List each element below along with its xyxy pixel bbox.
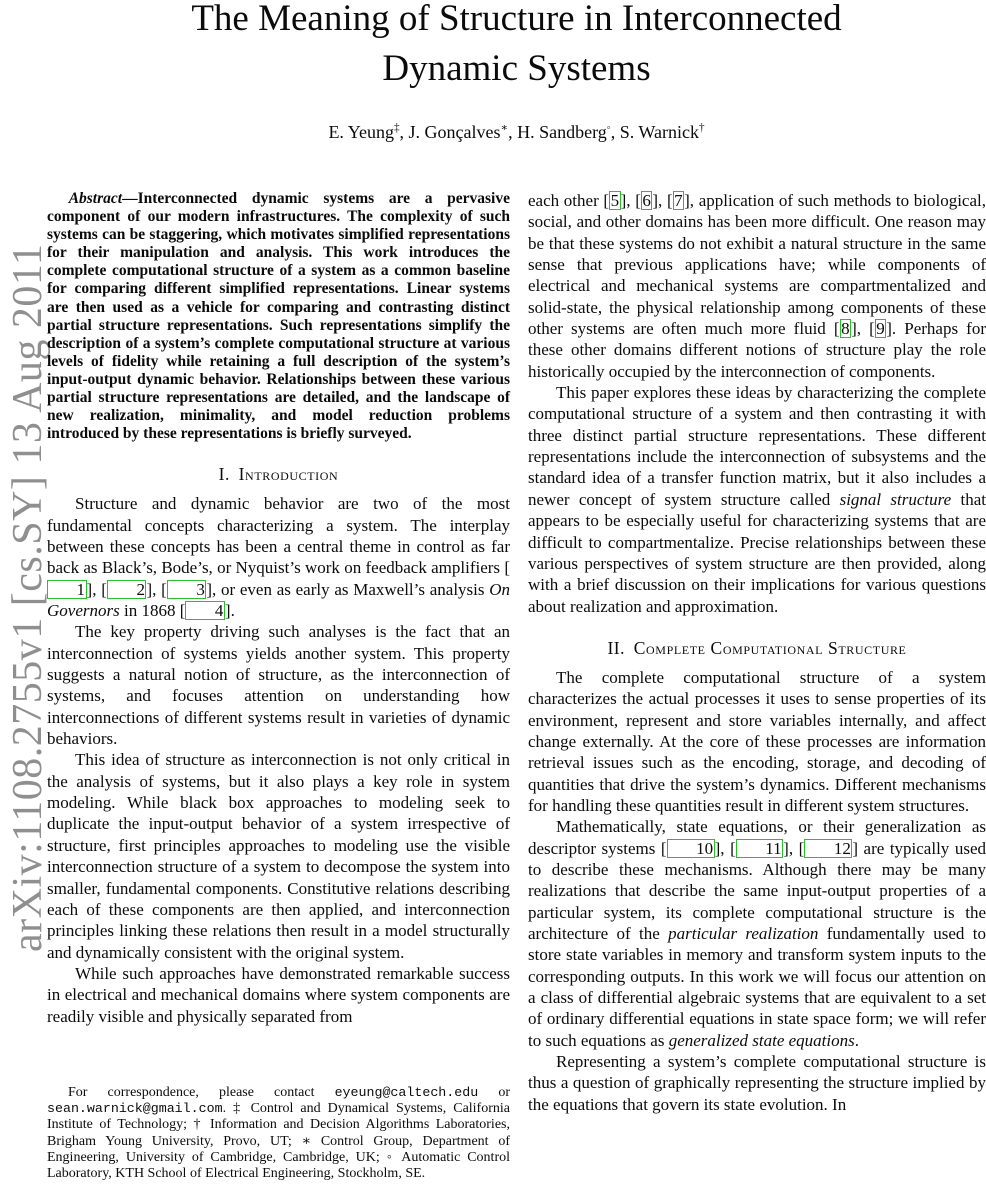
paragraph: each other [5], [6], [7], application of such methods to biological, social, and other domains has been more difficult. One reason may be that these systems do not exhibit a natural structure in the same sense that previous applications have; while components of electrical and mechanical systems are compartmentalized and solid-state, the physical relationship among components of these other systems are often much more fluid [8], [9]. Perhaps for these other domains different notions of structure play the role historically occupied by the interconnection of components. — [528, 191, 986, 381]
citation-link[interactable]: 7 — [674, 191, 683, 210]
section-number: I. — [218, 464, 230, 485]
citation-link[interactable]: 12 — [804, 839, 852, 858]
paragraph: Representing a system’s complete computational structure is thus a question of graphically representing the structure implied by the equations that govern its state evolution. In — [528, 1052, 986, 1114]
citation-link[interactable]: 9 — [876, 319, 885, 339]
section-heading-complete-computational-structure — [528, 638, 986, 658]
citation-link[interactable]: 4 — [185, 601, 225, 620]
section-number: II. — [607, 637, 626, 658]
citation-link[interactable]: 2 — [107, 580, 147, 599]
citation-link[interactable]: 10 — [667, 839, 715, 858]
paragraph: The complete computational structure of a system characterizes the actual processes it uses to sense properties of its environment, represent and store variables internally, and affect change externally. At the core of these processes are information retrieval issues such as the encoding, storage, and decoding of quantities that drive the system’s dynamics. Different mechanisms for handling these quantities result in different system structures. — [528, 667, 986, 815]
abstract-paragraph: Abstract—Interconnected dynamic systems are a pervasive component of our modern infrastructures. The complexity of such systems can be staggering, which motivates simplified representations for their manipulation and analysis. This work introduces the complete computational structure of a system as a common baseline for comparing different simplified representations. Linear systems are then used as a vehicle for comparing and contrasting distinct partial structure representations. Such representations simplify the description of a system’s complete computational structure at various levels of fidelity while retaining a full description of the system’s input-output dynamic behavior. Relationships between these various partial structure representations are detailed, and the landscape of new realization, minimality, and model reduction problems introduced by these representations is briefly surveyed. — [47, 190, 510, 443]
two-column-body — [47, 190, 986, 1115]
arxiv-watermark: arXiv:1108.2755v1 [cs.SY] 13 Aug 2011 — [5, 243, 51, 952]
section-heading-introduction — [47, 464, 510, 484]
citation-link[interactable]: 6 — [642, 191, 651, 210]
citation-link[interactable]: 8 — [841, 319, 850, 339]
paper-title-line2: Dynamic Systems — [382, 48, 651, 89]
correspondence-footnote: For correspondence, please contact eyeung@caltech.edu or sean.warnick@gmail.com. ‡ Control and Dynamical Systems, California Institute of Technology; † Information and Decision Algorithms Laboratories, Brigham Young University, Provo, UT; ∗ Control Group, Department of Engineering, University of Cambridge, Cambridge, UK; ◦ Automatic Control Laboratory, KTH School of Electrical Engineering, Stockholm, SE. — [47, 1085, 510, 1182]
paper-title-line1: The Meaning of Structure in Interconnected — [191, 0, 842, 39]
section-label: Introduction — [238, 464, 339, 485]
paragraph: The key property driving such analyses is the fact that an interconnection of systems yields another system. This property suggests a natural notion of structure, as the interconnection of systems, and focuses attention on understanding how interconnections of different systems result in varieties of dynamic behaviors. — [47, 622, 510, 749]
email-text: eyeung@caltech.edu — [334, 1085, 479, 1100]
section-label: Complete Computational Structure — [633, 637, 907, 658]
paragraph: While such approaches have demonstrated remarkable success in electrical and mechanical domains where system components are readily visible and physically separated from — [47, 963, 510, 1026]
citation-link[interactable]: 11 — [736, 839, 783, 858]
paper-title — [47, 0, 986, 94]
paragraph: This idea of structure as interconnection is not only critical in the analysis of systems, but it also plays a key role in system modeling. While black box approaches to modeling seek to duplicate the input-output behavior of a system irrespective of structure, first principles approaches to modeling use the visible interconnection structure of a system to decompose the system into smaller, fundamental components. Constitutive relations describing each of these components are then applied, and interconnection principles linking these relations then result in a model structurally and dynamically consistent with the original system. — [47, 750, 510, 962]
right-column — [528, 190, 986, 1115]
paragraph: Structure and dynamic behavior are two of the most fundamental concepts characterizing a system. The interplay between these concepts has been a central theme in control as far back as Black’s, Bode’s, or Nyquist’s work on feedback amplifiers [1], [ 2], [ 3], or even as early as Maxwell’s analysis On Governors in 1868 [ 4]. — [47, 494, 511, 621]
authors-line: E. Yeung‡, J. Gonçalves∗, H. Sandberg◦, S. Warnick† — [328, 122, 705, 142]
citation-link[interactable]: 1 — [47, 580, 87, 599]
paragraph: This paper explores these ideas by characterizing the complete computational structure of a system and then contrasting it with three distinct partial structure representations. These different representations include the interconnection of subsystems and the standard idea of a transfer function matrix, but it also includes a newer concept of system structure called signal structure that appears to be especially useful for characterizing systems that are difficult to compartmentalize. Precise relationships between these various perspectives of system structure are then provided, along with a brief discussion on their implications for various questions about realization and approximation. — [528, 383, 986, 616]
paper-page — [47, 0, 986, 1182]
paragraph: Mathematically, state equations, or their generalization as descriptor systems [ 10], [ 11], [ 12] are typically used to describe these mechanisms. Although there may be many realizations that describe the same input-output properties of a particular system, its complete computational structure is the architecture of the particular realization fundamentally used to store state variables in memory and transform system inputs to the corresponding outputs. In this work we will focus our attention on a class of differential algebraic systems that are equivalent to a set of ordinary differential equations in state space form; we will refer to such equations as generalized state equations. — [528, 817, 986, 1050]
email-text: sean.warnick@gmail.com — [47, 1101, 223, 1117]
citation-link[interactable]: 5 — [610, 191, 620, 210]
left-column — [47, 190, 510, 1115]
citation-link[interactable]: 3 — [167, 580, 207, 599]
